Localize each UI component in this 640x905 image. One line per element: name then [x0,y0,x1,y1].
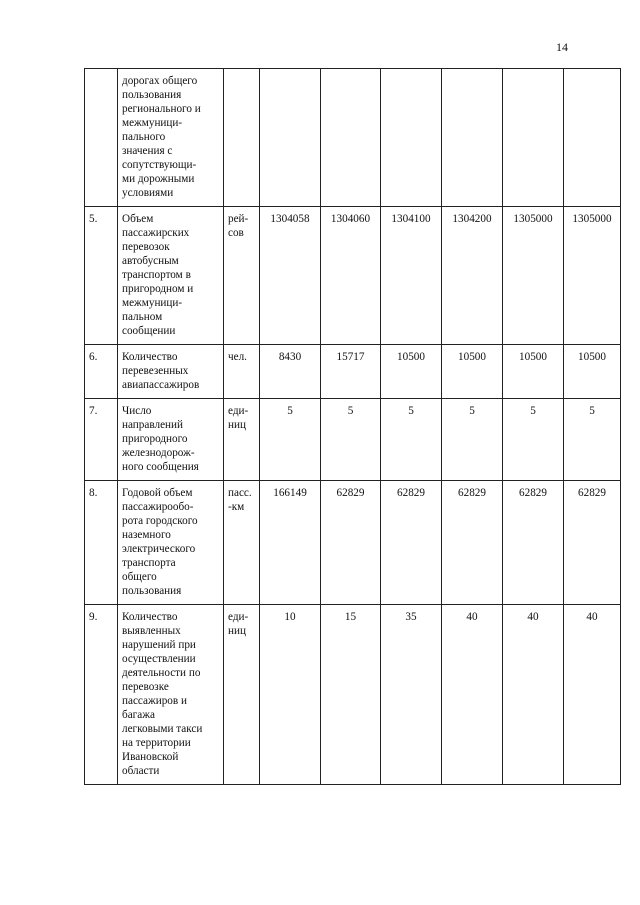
row-number-cell: 6. [85,345,118,399]
row-number-cell [85,69,118,207]
value-cell-1: 8430 [260,345,321,399]
table-row [85,207,621,345]
value-cell-2: 15 [321,605,381,785]
value-cell-2: 5 [321,399,381,481]
unit-cell: пасс. -км [224,481,260,605]
value-cell-3: 10500 [381,345,442,399]
value-cell-5: 10500 [503,345,564,399]
row-number-cell: 7. [85,399,118,481]
table-row [85,481,621,605]
value-cell-3: 35 [381,605,442,785]
value-cell-3: 1304100 [381,207,442,345]
value-cell-4: 40 [442,605,503,785]
unit-cell: чел. [224,345,260,399]
unit-cell: рей- сов [224,207,260,345]
row-number-cell: 5. [85,207,118,345]
value-cell-3: 5 [381,399,442,481]
value-cell-2: 15717 [321,345,381,399]
indicator-name-cell: Количество выявленных нарушений при осуществлении деятельности по перевозке пассажиров и багажа легковыми такси на территории Ивановской области [118,605,224,785]
unit-cell [224,69,260,207]
value-cell-4: 10500 [442,345,503,399]
value-cell-4: 1304200 [442,207,503,345]
value-cell-2 [321,69,381,207]
value-cell-1 [260,69,321,207]
value-cell-4: 62829 [442,481,503,605]
value-cell-2: 1304060 [321,207,381,345]
value-cell-5: 62829 [503,481,564,605]
value-cell-5: 5 [503,399,564,481]
value-cell-4 [442,69,503,207]
value-cell-1: 5 [260,399,321,481]
value-cell-3: 62829 [381,481,442,605]
table-row [85,605,621,785]
value-cell-5: 40 [503,605,564,785]
table-row [85,69,621,207]
value-cell-1: 166149 [260,481,321,605]
indicator-name-cell: Годовой объем пассажирообо- рота городского наземного электрического транспорта общего пользования [118,481,224,605]
indicator-name-cell: дорогах общего пользования регионального и межмуници- пального значения с сопутствующи- ми дорожными условиями [118,69,224,207]
table-row [85,399,621,481]
value-cell-6: 1305000 [564,207,621,345]
indicators-table [84,68,621,785]
value-cell-6: 10500 [564,345,621,399]
table-row [85,345,621,399]
value-cell-1: 10 [260,605,321,785]
value-cell-5: 1305000 [503,207,564,345]
indicator-name-cell: Объем пассажирских перевозок автобусным транспортом в пригородном и межмуници- пальном сообщении [118,207,224,345]
value-cell-6 [564,69,621,207]
row-number-cell: 8. [85,481,118,605]
value-cell-5 [503,69,564,207]
row-number-cell: 9. [85,605,118,785]
value-cell-2: 62829 [321,481,381,605]
table-body [85,69,621,785]
value-cell-6: 40 [564,605,621,785]
unit-cell: еди- ниц [224,605,260,785]
value-cell-6: 5 [564,399,621,481]
value-cell-6: 62829 [564,481,621,605]
value-cell-1: 1304058 [260,207,321,345]
unit-cell: еди- ниц [224,399,260,481]
value-cell-4: 5 [442,399,503,481]
value-cell-3 [381,69,442,207]
page-number: 14 [556,40,568,54]
indicator-name-cell: Количество перевезенных авиапассажиров [118,345,224,399]
indicator-name-cell: Число направлений пригородного железнодорож- ного сообщения [118,399,224,481]
